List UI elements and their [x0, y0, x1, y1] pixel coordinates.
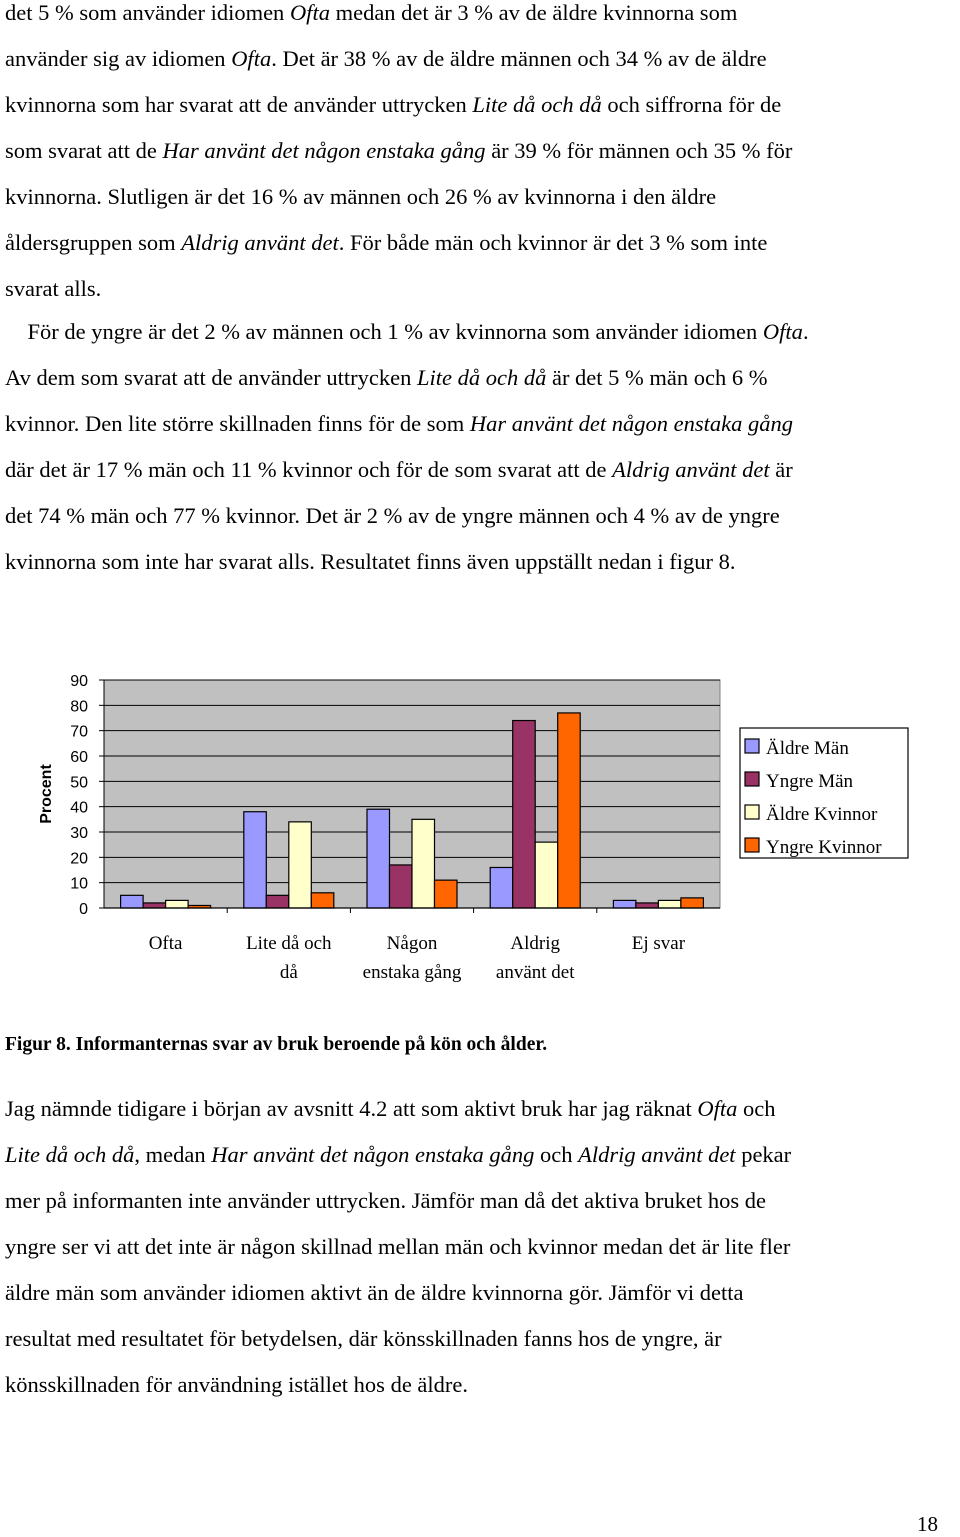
bar [166, 900, 189, 908]
text-line [5, 0, 737, 26]
y-tick-label: 60 [70, 749, 88, 766]
legend-label: Yngre Män [766, 771, 854, 792]
bar [435, 880, 458, 908]
text-run: . [802, 319, 809, 344]
x-tick-label: Aldrig [510, 933, 561, 954]
text-run: svarat alls. [5, 276, 102, 301]
text-line [5, 457, 793, 483]
text-line [5, 1372, 468, 1398]
text-line [5, 1142, 791, 1168]
text-line [5, 1188, 766, 1214]
text-run: . För både män och kvinnor är det 3 % som inte [338, 230, 768, 255]
text-run: yngre ser vi att det inte är någon skillnad mellan män och kvinnor medan det är lite fler [5, 1234, 791, 1259]
x-tick-label: använt det [495, 962, 575, 983]
x-tick-label: Någon [386, 933, 438, 954]
bar [143, 903, 166, 908]
text-line [5, 503, 780, 529]
legend-label: Äldre Män [766, 738, 849, 759]
text-run: mer på informanten inte använder uttrycken. Jämför man då det aktiva bruket hos de [5, 1188, 766, 1213]
text-line [5, 46, 767, 72]
italic-run: Har använt det någon enstaka gång [211, 1142, 535, 1167]
figure-caption: Figur 8. Informanternas svar av bruk beroende på kön och ålder. [5, 1034, 548, 1055]
bar [266, 895, 289, 908]
text-run: kvinnor. Den lite större skillnaden finns för de som [5, 411, 470, 436]
italic-run: Aldrig använt det [181, 230, 339, 255]
y-axis-label: Procent [38, 764, 55, 824]
text-line [5, 411, 793, 437]
italic-run: Ofta [762, 319, 803, 344]
text-line [5, 365, 768, 391]
legend-swatch [745, 805, 759, 819]
bar [412, 819, 435, 908]
text-line [5, 1280, 744, 1306]
text-line [5, 184, 716, 210]
y-tick-label: 40 [70, 799, 88, 817]
italic-run: Ofta [697, 1096, 738, 1121]
y-tick-label: 80 [70, 698, 88, 716]
text-run: det 5 % som använder idiomen [5, 0, 290, 25]
italic-run: Ofta [231, 46, 272, 71]
y-tick-label: 50 [70, 774, 88, 792]
bar [535, 842, 558, 908]
bar [636, 903, 659, 908]
text-run: . Det är 38 % av de äldre männen och 34 % av de äldre [271, 46, 767, 71]
text-run: kvinnorna som har svarat att de använder uttrycken [5, 92, 473, 117]
bar [513, 721, 536, 908]
y-tick-label: 90 [70, 673, 88, 690]
bar [244, 812, 266, 908]
legend-label: Äldre Kvinnor [766, 804, 878, 825]
text-run: och [737, 1096, 776, 1121]
y-tick-label: 10 [70, 875, 88, 893]
legend-swatch [745, 838, 759, 852]
bar [658, 900, 681, 908]
text-run: det 74 % män och 77 % kvinnor. Det är 2 % av de yngre männen och 4 % av de yngre [5, 503, 780, 528]
y-tick-label: 30 [70, 825, 88, 842]
x-tick-label: enstaka gång [362, 962, 462, 983]
text-run: använder sig av idiomen [5, 46, 232, 71]
text-run: pekar [735, 1142, 792, 1167]
text-run: där det är 17 % män och 11 % kvinnor och för de som svarat att de [5, 457, 613, 482]
text-line [5, 92, 781, 118]
bar [613, 900, 636, 908]
text-line [5, 1326, 722, 1352]
x-tick-label: Lite då och [246, 933, 332, 954]
text-run: är 39 % för männen och 35 % för [485, 138, 793, 163]
text-run: För de yngre är det 2 % av männen och 1 % av kvinnorna som använder idiomen [5, 319, 763, 344]
text-line [5, 319, 809, 345]
text-run: och siffrorna för de [601, 92, 782, 117]
text-run: resultat med resultatet för betydelsen, där könsskillnaden fanns hos de yngre, är [5, 1326, 722, 1351]
text-run: , medan [134, 1142, 212, 1167]
text-run: är [769, 457, 793, 482]
y-tick-label: 20 [70, 850, 88, 868]
x-tick-label: Ej svar [631, 933, 686, 954]
text-line [5, 230, 767, 256]
bar [367, 809, 390, 908]
x-tick-label: Ofta [148, 933, 183, 954]
legend-swatch [745, 772, 759, 786]
text-run: medan det är 3 % av de äldre kvinnorna som [329, 0, 738, 25]
italic-run: Ofta [289, 0, 330, 25]
bar [289, 822, 312, 908]
y-tick-label: 70 [70, 723, 88, 741]
text-run: åldersgruppen som [5, 230, 182, 255]
bar [390, 865, 413, 908]
legend-label: Yngre Kvinnor [766, 837, 882, 858]
text-line [5, 138, 792, 164]
text-line [5, 1234, 790, 1260]
text-run: kvinnorna. Slutligen är det 16 % av männen och 26 % av kvinnorna i den äldre [5, 184, 717, 209]
text-run: äldre män som använder idiomen aktivt än de äldre kvinnorna gör. Jämför vi detta [5, 1280, 744, 1305]
italic-run: Lite då och då [5, 1142, 135, 1167]
italic-run: Aldrig använt det [578, 1142, 736, 1167]
italic-run: Har använt det någon enstaka gång [162, 138, 486, 163]
italic-run: Har använt det någon enstaka gång [469, 411, 794, 436]
bar [558, 713, 581, 908]
bar [311, 893, 334, 908]
text-run: är det 5 % män och 6 % [546, 365, 768, 390]
text-line [5, 1096, 775, 1122]
x-tick-label: då [279, 962, 298, 983]
italic-run: Aldrig använt det [612, 457, 770, 482]
bar [681, 898, 704, 908]
text-line [5, 276, 101, 302]
italic-run: Lite då och då [416, 365, 547, 390]
page-number: 18 [917, 1512, 938, 1536]
bar-chart [0, 640, 960, 1010]
bar [121, 895, 144, 908]
text-run: könsskillnaden för användning istället hos de äldre. [5, 1372, 469, 1397]
bar [490, 867, 513, 908]
y-tick-label: 0 [79, 901, 88, 918]
text-run: Av dem som svarat att de använder uttrycken [5, 365, 417, 390]
text-run: och [534, 1142, 579, 1167]
text-line [5, 549, 735, 575]
italic-run: Lite då och då [472, 92, 602, 117]
text-run: kvinnorna som inte har svarat alls. Resultatet finns även uppställt nedan i figur 8. [5, 549, 736, 574]
text-run: som svarat att de [5, 138, 163, 163]
text-run: Jag nämnde tidigare i början av avsnitt 4.2 att som aktivt bruk har jag räknat [5, 1096, 698, 1121]
legend-swatch [745, 739, 759, 753]
